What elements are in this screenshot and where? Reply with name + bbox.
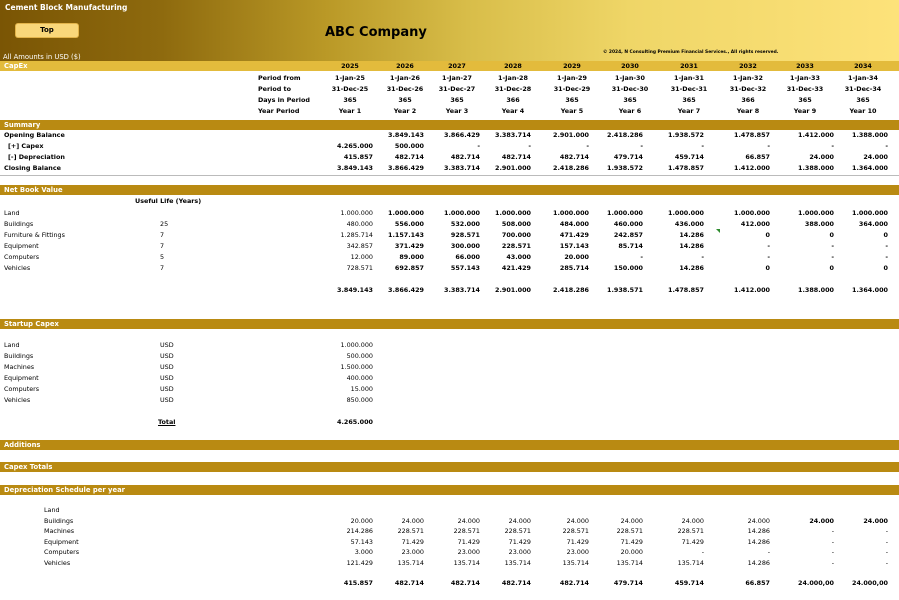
nbv-row-cell: - [885,253,888,261]
startup-total-label: Total [158,418,176,426]
summary-row-cell: 24.000 [809,153,834,161]
nbv-row-cell: 471.429 [559,231,589,239]
depr-total-cell: 482.714 [450,579,480,587]
depr-row-cell: 24.000 [809,516,834,525]
period-value: 365 [343,96,357,104]
period-label: Period to [258,85,291,93]
nbv-total-cell: 1.412.000 [734,286,770,294]
nbv-row-cell: 66.000 [455,253,480,261]
summary-section-title: Summary [4,121,41,129]
startup-currency: USD [160,374,174,382]
depr-total-cell: 482.714 [559,579,589,587]
year-header: 2027 [448,62,466,70]
nbv-total-cell: 1.364.000 [852,286,888,294]
summary-row-cell: 3.849.143 [337,164,373,172]
depr-row-cell: - [885,548,888,556]
nbv-row-cell: - [831,253,834,261]
summary-row-cell: 3.866.429 [388,164,424,172]
summary-row-cell: 1.938.572 [668,131,704,139]
nbv-row-cell: 12.000 [350,253,373,261]
depr-row-cell: 20.000 [350,516,373,525]
summary-row-cell: 2.901.000 [495,164,531,172]
period-value: 366 [506,96,520,104]
period-value: 1-Jan-32 [733,74,763,82]
copyright-notice: © 2024, N Consulting Premium Financial Services., All rights reserved. [603,50,779,55]
nbv-row-cell: 436.000 [674,220,704,228]
nbv-row-cell: 371.429 [394,242,424,250]
summary-row-cell: 4.265.000 [337,142,373,150]
period-value: 365 [450,96,464,104]
summary-row-cell: 482.714 [450,153,480,161]
depr-row-cell: 121.429 [346,558,373,567]
period-value: 31-Dec-28 [494,85,532,93]
depr-row-cell: 23.000 [401,548,424,556]
depr-row-cell: 24.000 [401,516,424,525]
depr-row-cell: 24.000 [457,516,480,525]
depr-row-cell: 24.000 [681,516,704,525]
summary-row-cell: - [831,142,834,150]
divider [0,175,899,176]
depr-row-cell: 57.143 [350,537,373,546]
summary-row-cell: 459.714 [674,153,704,161]
nbv-total-cell: 2.418.286 [553,286,589,294]
nbv-row-cell: 342.857 [346,242,373,250]
nbv-row-cell: 150.000 [613,264,643,272]
top-button[interactable]: Top [16,24,78,37]
depr-row-cell: 135.714 [504,558,531,567]
depr-row-cell: 24.000 [747,516,770,525]
summary-row-cell: 482.714 [559,153,589,161]
depr-row-cell: 135.714 [616,558,643,567]
nbv-row-cell: 157.143 [559,242,589,250]
period-value: 1-Jan-28 [498,74,528,82]
nbv-row-cell: 1.000.000 [553,209,589,217]
summary-row-cell: 1.412.000 [734,164,770,172]
nbv-row-cell: 43.000 [506,253,531,261]
depr-row-label: Buildings [44,516,74,525]
depr-row-cell: 228.571 [677,527,704,535]
depr-row-cell: 228.571 [562,527,589,535]
period-label: Days in Period [258,96,310,104]
nbv-row-cell: 388.000 [804,220,834,228]
period-value: Year 4 [501,107,525,115]
period-value: 365 [623,96,637,104]
depr-row-cell: 214.286 [346,527,373,535]
nbv-row-cell: 14.286 [679,264,704,272]
period-label: Year Period [258,107,300,115]
period-value: 1-Jan-31 [674,74,704,82]
depreciation-section [0,485,899,495]
period-value: 31-Dec-32 [729,85,767,93]
period-value: Year 7 [677,107,701,115]
depr-total-cell: 24.000,00 [798,579,834,587]
startup-value: 500.000 [346,352,373,360]
nbv-row-cell: - [701,253,704,261]
nbv-row-label: Furniture & Fittings [4,231,65,239]
depr-row-cell: 228.571 [616,527,643,535]
depr-row-cell: 228.571 [453,527,480,535]
depr-row-cell: 135.714 [397,558,424,567]
period-value: 31-Dec-34 [844,85,882,93]
period-value: 31-Dec-26 [386,85,424,93]
summary-row-cell: 1.364.000 [852,164,888,172]
nbv-row-cell: 557.143 [450,264,480,272]
nbv-row-cell: 228.571 [501,242,531,250]
depr-row-cell: - [831,527,834,535]
useful-life-value: 7 [160,242,165,250]
depr-row-cell: - [885,558,888,567]
depr-row-cell: - [885,527,888,535]
period-value: 365 [398,96,412,104]
startup-currency: USD [160,341,174,349]
startup-section-title: Startup Capex [4,320,59,328]
depr-row-label: Land [44,506,60,514]
nbv-row-cell: 14.286 [679,242,704,250]
depr-total-cell: 24.000,00 [852,579,888,587]
nbv-row-cell: 242.857 [613,231,643,239]
depr-row-label: Machines [44,527,75,535]
summary-row-cell: 415.857 [343,153,373,161]
depr-row-cell: - [831,537,834,546]
summary-row-cell: - [701,142,704,150]
depr-row-cell: 71.429 [620,537,643,546]
nbv-row-cell: - [885,242,888,250]
nbv-row-cell: 412.000 [740,220,770,228]
summary-row-cell: 3.866.429 [444,131,480,139]
summary-row-label: Opening Balance [4,131,65,139]
nbv-total-cell: 3.866.429 [388,286,424,294]
nbv-row-cell: 928.571 [450,231,480,239]
period-value: Year 3 [445,107,469,115]
summary-row-cell: 2.901.000 [553,131,589,139]
company-name: ABC Company [325,25,427,40]
year-header: 2033 [796,62,814,70]
depr-row-cell: 14.286 [747,537,770,546]
summary-row-cell: 3.383.714 [444,164,480,172]
summary-row-cell: - [885,142,888,150]
summary-row-cell: - [477,142,480,150]
depr-row-cell: 71.429 [457,537,480,546]
startup-currency: USD [160,385,174,393]
period-value: 31-Dec-31 [670,85,708,93]
summary-row-cell: 482.714 [394,153,424,161]
summary-row-cell: 2.418.286 [607,131,643,139]
nbv-row-cell: 1.000.000 [444,209,480,217]
startup-value: 15.000 [350,385,373,393]
period-value: 1-Jan-26 [390,74,420,82]
nbv-row-label: Vehicles [4,264,31,272]
nbv-row-cell: 1.000.000 [495,209,531,217]
nbv-row-cell: 1.000.000 [340,209,373,217]
summary-row-cell: 482.714 [501,153,531,161]
additions-section-title: Additions [4,441,41,449]
startup-row-label: Land [4,341,20,349]
nbv-row-cell: 484.000 [559,220,589,228]
period-value: 365 [565,96,579,104]
summary-row-cell: - [767,142,770,150]
depr-row-label: Equipment [44,537,79,546]
capex-totals-section [0,462,899,472]
depr-row-cell: - [885,537,888,546]
year-header: 2029 [563,62,581,70]
depr-row-cell: 228.571 [397,527,424,535]
startup-section [0,319,899,329]
year-header: 2031 [680,62,698,70]
depr-total-cell: 66.857 [745,579,770,587]
period-value: 31-Dec-25 [331,85,369,93]
depr-row-cell: 71.429 [681,537,704,546]
period-value: 365 [682,96,696,104]
startup-value: 400.000 [346,374,373,382]
startup-value: 850.000 [346,396,373,404]
depr-row-cell: 71.429 [566,537,589,546]
nbv-row-cell: 1.000.000 [852,209,888,217]
summary-row-cell: 66.857 [745,153,770,161]
period-value: Year 8 [736,107,760,115]
cell-note-icon [716,229,720,233]
nbv-row-cell: 300.000 [450,242,480,250]
nbv-row-cell: 480.000 [346,220,373,228]
period-value: 1-Jan-27 [442,74,472,82]
summary-row-cell: 1.478.857 [668,164,704,172]
summary-row-cell: 24.000 [863,153,888,161]
summary-row-cell: 1.388.000 [798,164,834,172]
depr-row-cell: 135.714 [453,558,480,567]
nbv-row-cell: 20.000 [564,253,589,261]
summary-row-cell: - [640,142,643,150]
summary-row-cell: 2.418.286 [553,164,589,172]
period-value: Year 6 [618,107,642,115]
startup-currency: USD [160,352,174,360]
nbv-section [0,185,899,195]
capex-totals-section-title: Capex Totals [4,463,53,471]
nbv-row-cell: 556.000 [394,220,424,228]
nbv-row-cell: 0 [883,231,888,239]
startup-row-label: Computers [4,385,40,393]
summary-row-cell: 500.000 [394,142,424,150]
nbv-row-cell: 0 [829,231,834,239]
depr-row-cell: 24.000 [620,516,643,525]
nbv-row-cell: 285.714 [559,264,589,272]
nbv-row-cell: 0 [883,264,888,272]
summary-row-label: Closing Balance [4,164,61,172]
nbv-row-cell: 0 [829,264,834,272]
nbv-row-cell: 421.429 [501,264,531,272]
depr-total-cell: 459.714 [674,579,704,587]
depr-row-cell: 135.714 [677,558,704,567]
nbv-row-label: Equipment [4,242,39,250]
period-value: 1-Jan-29 [557,74,587,82]
summary-row-cell: 1.412.000 [798,131,834,139]
nbv-row-cell: - [831,242,834,250]
year-header: 2025 [341,62,359,70]
nbv-total-cell: 3.849.143 [337,286,373,294]
summary-section [0,120,899,130]
depr-row-cell: - [767,548,770,556]
nbv-row-cell: 85.714 [618,242,643,250]
nbv-row-cell: 700.000 [501,231,531,239]
depr-row-cell: 71.429 [401,537,424,546]
nbv-row-label: Buildings [4,220,34,228]
nbv-row-cell: 728.571 [346,264,373,272]
useful-life-value: 5 [160,253,165,261]
depr-row-cell: 135.714 [562,558,589,567]
depr-row-label: Vehicles [44,558,71,567]
period-value: Year 9 [793,107,817,115]
summary-row-label: [+] Capex [8,142,44,150]
depr-row-cell: 71.429 [508,537,531,546]
additions-section [0,440,899,450]
nbv-row-cell: 1.285.714 [340,231,373,239]
nbv-row-label: Computers [4,253,40,261]
nbv-row-cell: 0 [765,264,770,272]
period-value: 31-Dec-27 [438,85,476,93]
nbv-row-cell: 1.000.000 [607,209,643,217]
period-value: Year 10 [849,107,877,115]
nbv-row-cell: 14.286 [679,231,704,239]
year-header: 2026 [396,62,414,70]
depr-row-cell: 23.000 [566,548,589,556]
startup-value: 1.500.000 [340,363,373,371]
startup-currency: USD [160,396,174,404]
depr-row-cell: 14.286 [747,527,770,535]
period-value: 31-Dec-33 [786,85,824,93]
startup-row-label: Buildings [4,352,34,360]
period-value: 31-Dec-30 [611,85,649,93]
startup-row-label: Vehicles [4,396,31,404]
nbv-row-cell: 1.000.000 [734,209,770,217]
nbv-row-cell: 0 [765,231,770,239]
summary-row-cell: 1.388.000 [852,131,888,139]
nbv-row-cell: - [640,253,643,261]
startup-currency: USD [160,363,174,371]
year-header: 2028 [504,62,522,70]
header-banner [0,0,899,61]
year-header: 2030 [621,62,639,70]
summary-row-cell: - [586,142,589,150]
depr-total-cell: 482.714 [394,579,424,587]
nbv-row-label: Land [4,209,20,217]
depr-row-cell: - [831,548,834,556]
nbv-row-cell: 1.000.000 [668,209,704,217]
nbv-row-cell: 460.000 [613,220,643,228]
useful-life-value: 25 [160,220,169,228]
period-label: Period from [258,74,301,82]
nbv-total-cell: 1.478.857 [668,286,704,294]
amounts-label: All Amounts in USD ($) [3,53,81,61]
nbv-row-cell: 692.857 [394,264,424,272]
nbv-row-cell: 1.000.000 [798,209,834,217]
period-value: 1-Jan-30 [615,74,645,82]
depr-row-label: Computers [44,548,80,556]
period-value: 365 [856,96,870,104]
depr-row-cell: - [701,548,704,556]
period-value: 31-Dec-29 [553,85,591,93]
nbv-total-cell: 1.938.571 [607,286,643,294]
year-header: 2032 [739,62,757,70]
summary-row-cell: - [528,142,531,150]
capex-header-title: CapEx [4,62,28,70]
period-value: Year 5 [560,107,584,115]
depreciation-section-title: Depreciation Schedule per year [4,486,126,494]
depr-total-cell: 415.857 [343,579,373,587]
summary-row-cell: 1.938.572 [607,164,643,172]
startup-total-value: 4.265.000 [337,418,373,426]
period-value: Year 2 [393,107,417,115]
depr-row-cell: 3.000 [354,548,373,556]
app-title: Cement Block Manufacturing [5,3,128,12]
nbv-section-title: Net Book Value [4,186,63,194]
nbv-row-cell: 1.157.143 [388,231,424,239]
useful-life-header: Useful Life (Years) [135,197,202,205]
period-value: Year 1 [338,107,362,115]
depr-row-cell: 228.571 [504,527,531,535]
useful-life-value: 7 [160,264,165,272]
startup-row-label: Machines [4,363,35,371]
summary-row-cell: 3.849.143 [388,131,424,139]
nbv-row-cell: 508.000 [501,220,531,228]
depr-row-cell: 14.286 [747,558,770,567]
depr-row-cell: 20.000 [620,548,643,556]
nbv-row-cell: 364.000 [858,220,888,228]
depr-row-cell: 24.000 [508,516,531,525]
summary-row-cell: 3.383.714 [495,131,531,139]
depr-row-cell: 23.000 [457,548,480,556]
nbv-total-cell: 2.901.000 [495,286,531,294]
startup-value: 1.000.000 [340,341,373,349]
depr-total-cell: 479.714 [613,579,643,587]
nbv-row-cell: 532.000 [450,220,480,228]
nbv-row-cell: - [767,242,770,250]
depr-row-cell: 23.000 [508,548,531,556]
nbv-total-cell: 3.383.714 [444,286,480,294]
nbv-total-cell: 1.388.000 [798,286,834,294]
period-value: 365 [798,96,812,104]
period-value: 1-Jan-34 [848,74,878,82]
depr-row-cell: - [831,558,834,567]
year-header: 2034 [854,62,872,70]
summary-row-cell: 1.478.857 [734,131,770,139]
period-value: 1-Jan-25 [335,74,365,82]
period-value: 366 [741,96,755,104]
nbv-row-cell: 89.000 [399,253,424,261]
depr-row-cell: 24.000 [863,516,888,525]
depr-total-cell: 482.714 [501,579,531,587]
summary-row-label: [-] Depreciation [8,153,65,161]
nbv-row-cell: 1.000.000 [388,209,424,217]
nbv-row-cell: - [767,253,770,261]
depr-row-cell: 24.000 [566,516,589,525]
startup-row-label: Equipment [4,374,39,382]
useful-life-value: 7 [160,231,165,239]
summary-row-cell: 479.714 [613,153,643,161]
period-value: 1-Jan-33 [790,74,820,82]
